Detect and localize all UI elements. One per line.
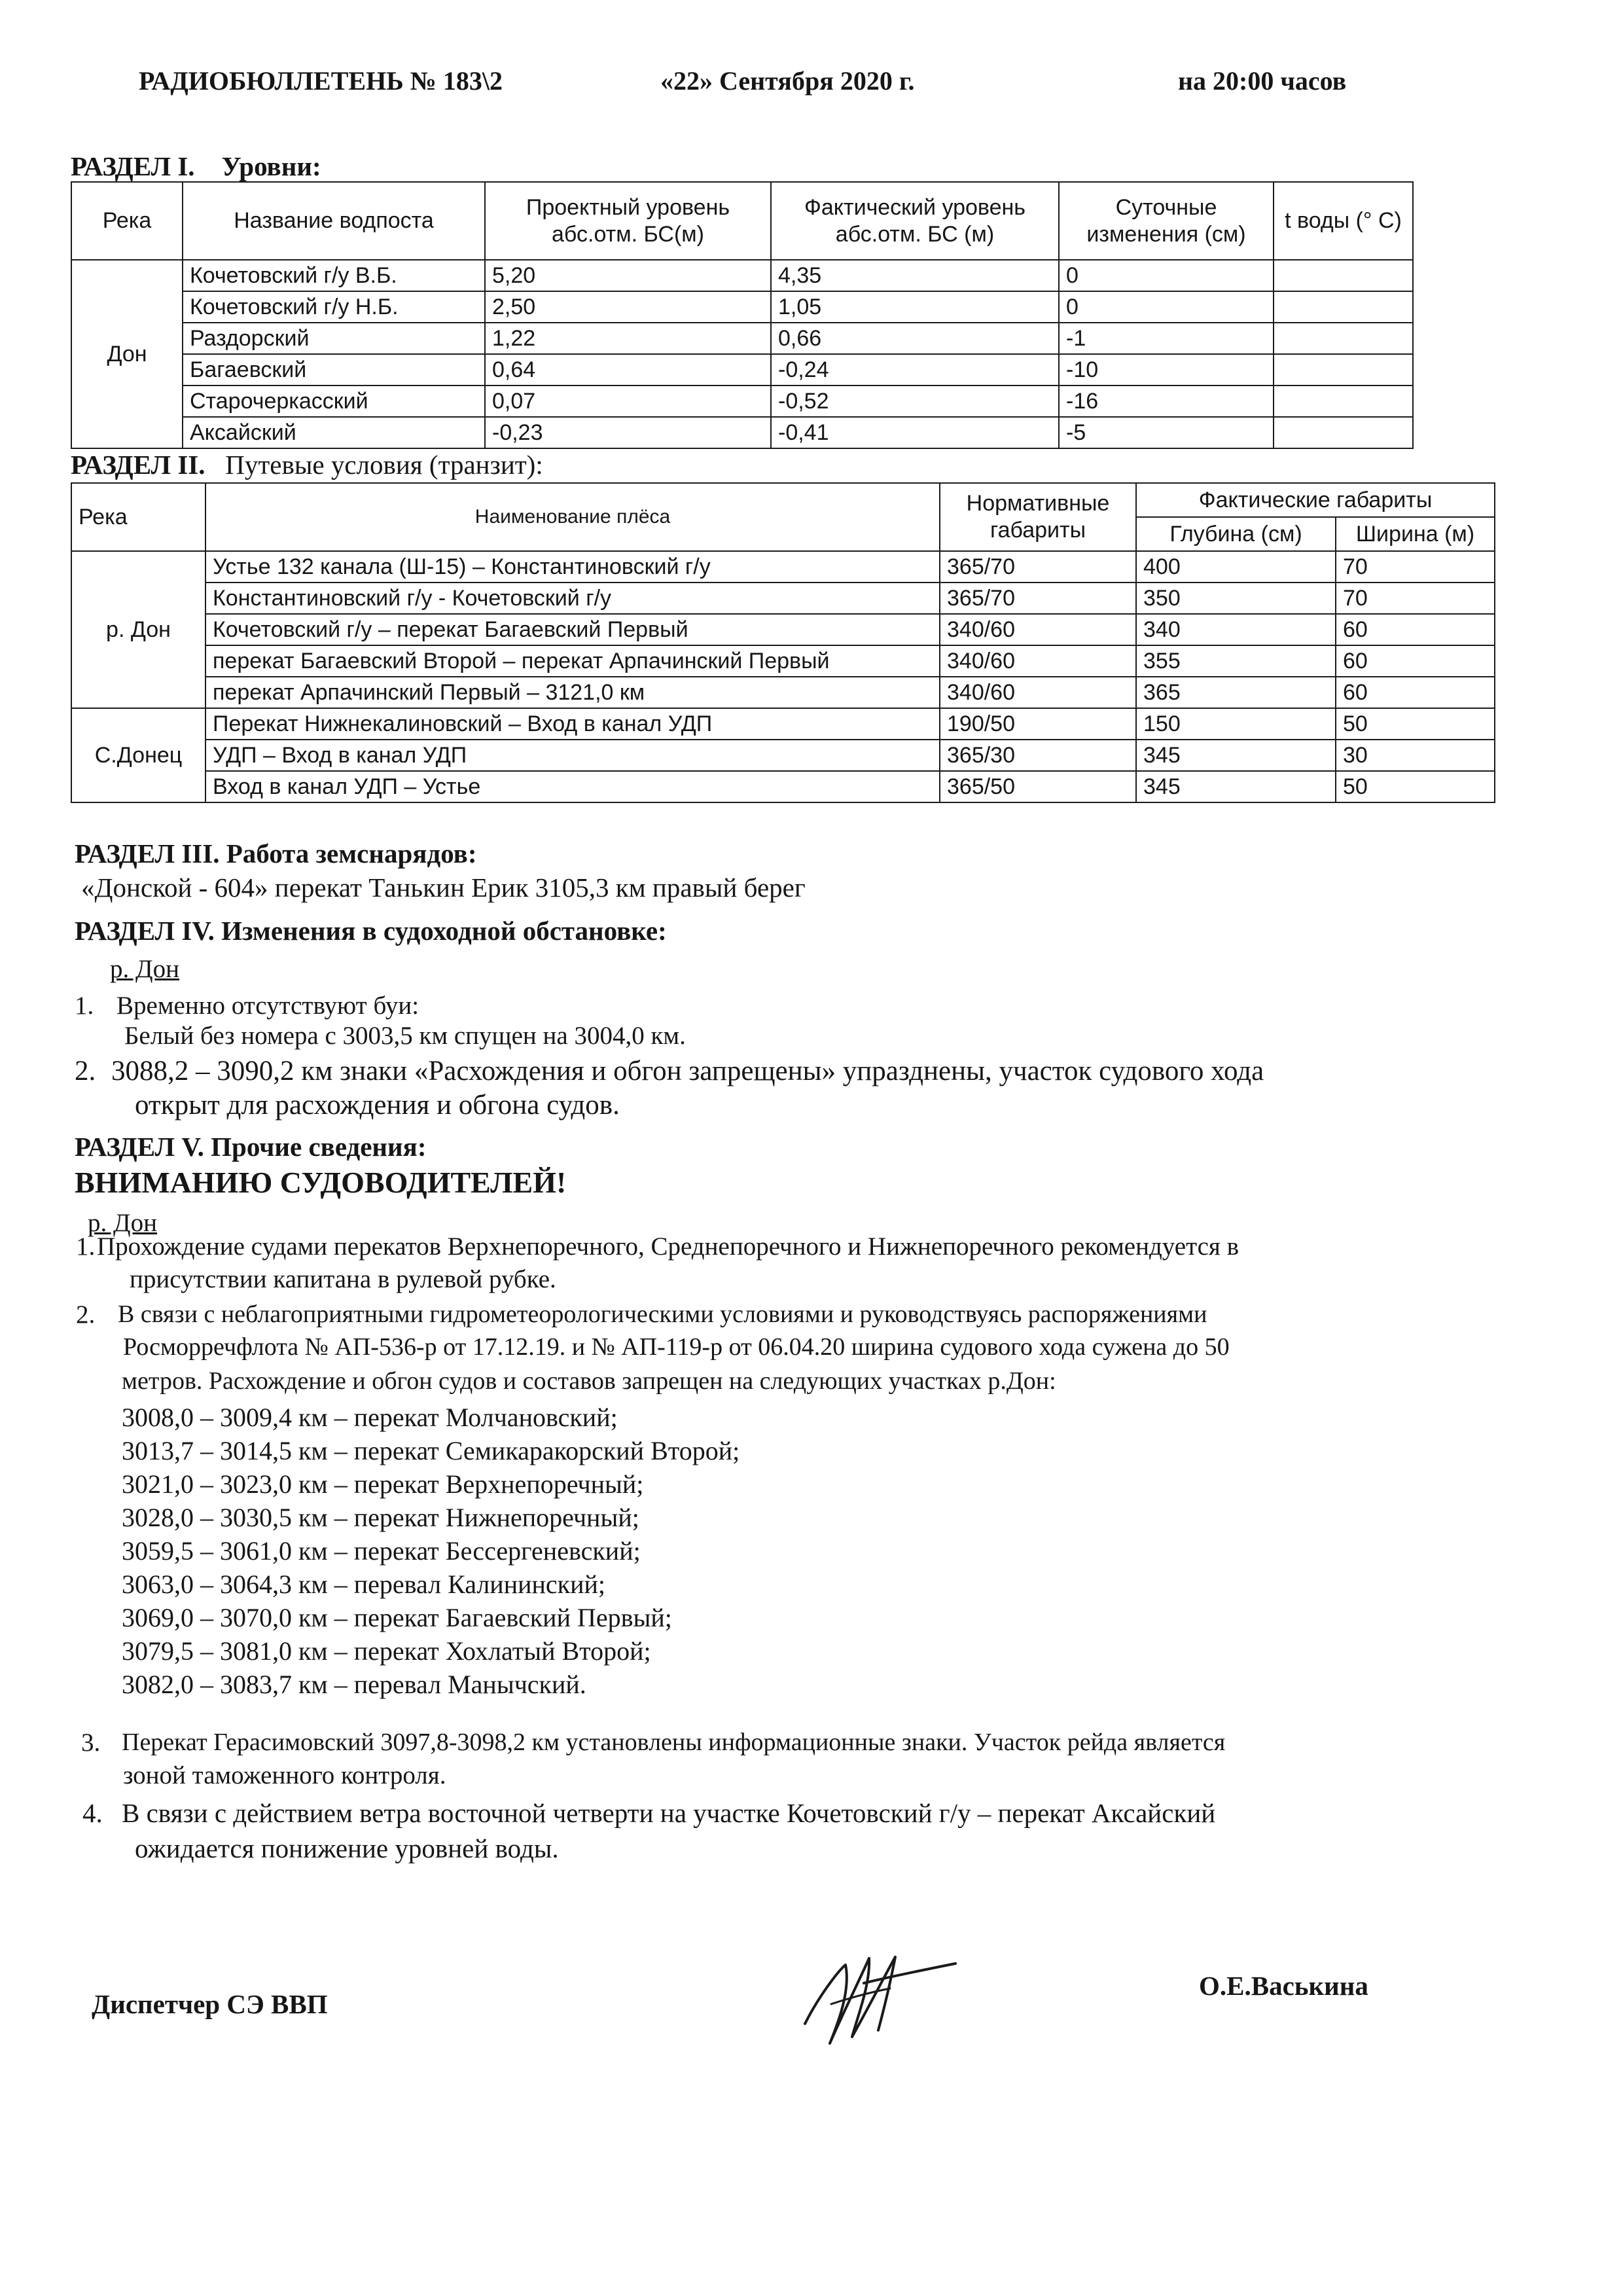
stretch-cell: Устье 132 канала (Ш-15) – Константиновский г/у — [205, 551, 940, 583]
table-row — [71, 708, 1495, 740]
col-stretch: Наименование плёса — [205, 483, 940, 551]
dispatcher-position: Диспетчер СЭ ВВП — [92, 1989, 328, 2019]
section1-title: РАЗДЕЛ I. — [71, 151, 195, 181]
norm-cell: 340/60 — [940, 645, 1136, 677]
design-cell: 2,50 — [485, 291, 771, 323]
col-water-temp: t воды (° С) — [1274, 182, 1413, 260]
section5-item4-number: 4. — [82, 1798, 103, 1828]
norm-cell: 340/60 — [940, 677, 1136, 708]
section4-item2-line1: 3088,2 – 3090,2 км знаки «Расхождения и обгон запрещены» упразднены, участок судового хода — [111, 1056, 1264, 1086]
list-item: 3059,5 – 3061,0 км – перекат Бессергеневский; — [122, 1536, 641, 1566]
bulletin-date: «22» Сентября 2020 г. — [660, 66, 915, 96]
levels-table — [71, 181, 1414, 449]
section5-item3-line2: зоной таможенного контроля. — [123, 1761, 446, 1789]
table-row — [71, 417, 1413, 448]
col-normative: Нормативные габариты — [940, 483, 1136, 551]
table-row — [71, 386, 1413, 417]
design-cell: 5,20 — [485, 260, 771, 291]
table-row — [71, 614, 1495, 645]
temp-cell — [1274, 291, 1413, 323]
col-river: Река — [71, 483, 205, 551]
table-row — [71, 645, 1495, 677]
section2-heading — [71, 449, 543, 480]
section4-item1-line2: Белый без номера с 3003,5 км спущен на 3004,0 км. — [124, 1022, 686, 1050]
change-cell: 0 — [1059, 260, 1274, 291]
list-item: 3082,0 – 3083,7 км – перевал Манычский. — [122, 1670, 586, 1699]
design-cell: 0,07 — [485, 386, 771, 417]
stretch-cell: Перекат Нижнекалиновский – Вход в канал УДП — [205, 708, 940, 740]
change-cell: -1 — [1059, 323, 1274, 354]
section2-title: РАЗДЕЛ II. — [71, 450, 205, 480]
col-daily-change: Суточные изменения (см) — [1059, 182, 1274, 260]
depth-cell: 350 — [1136, 583, 1336, 614]
section5-item2-line2: Росморречфлота № АП-536-р от 17.12.19. и № АП-119-р от 06.04.20 ширина судового хода сужена до 50 — [123, 1333, 1230, 1361]
col-design-level: Проектный уровень абс.отм. БС(м) — [485, 182, 771, 260]
dispatcher-name: О.Е.Васькина — [1199, 1971, 1368, 2001]
river-cell: р. Дон — [71, 551, 205, 708]
section5-item3-line1: Перекат Герасимовский 3097,8-3098,2 км установлены информационные знаки. Участок рейда является — [122, 1729, 1226, 1756]
section5-item2-number: 2. — [76, 1300, 96, 1329]
section5-item1-number: 1. — [76, 1232, 96, 1261]
table-row — [71, 323, 1413, 354]
section5-item4-line1: В связи с действием ветра восточной четверти на участке Кочетовский г/у – перекат Аксайский — [122, 1798, 1216, 1828]
post-cell: Раздорский — [183, 323, 485, 354]
temp-cell — [1274, 260, 1413, 291]
norm-cell: 365/30 — [940, 740, 1136, 771]
transit-table-header — [71, 483, 1495, 517]
norm-cell: 365/70 — [940, 583, 1136, 614]
col-depth: Глубина (см) — [1136, 517, 1336, 551]
table-row — [71, 551, 1495, 583]
transit-table — [71, 482, 1495, 803]
norm-cell: 365/50 — [940, 771, 1136, 802]
post-cell: Кочетовский г/у В.Б. — [183, 260, 485, 291]
stretch-cell: перекат Арпачинский Первый – 3121,0 км — [205, 677, 940, 708]
width-cell: 50 — [1336, 708, 1495, 740]
section4-river: р. Дон — [110, 955, 179, 983]
table-row — [71, 354, 1413, 386]
actual-cell: -0,52 — [771, 386, 1059, 417]
design-cell: -0,23 — [485, 417, 771, 448]
stretch-cell: Вход в канал УДП – Устье — [205, 771, 940, 802]
width-cell: 30 — [1336, 740, 1495, 771]
actual-cell: 1,05 — [771, 291, 1059, 323]
table-row — [71, 260, 1413, 291]
depth-cell: 340 — [1136, 614, 1336, 645]
depth-cell: 365 — [1136, 677, 1336, 708]
section5-title: РАЗДЕЛ V. Прочие сведения: — [75, 1132, 427, 1162]
handwritten-signature — [792, 1945, 962, 2050]
section5-item1-line2: присутствии капитана в рулевой рубке. — [130, 1265, 556, 1293]
list-item: 3021,0 – 3023,0 км – перекат Верхнепоречный; — [122, 1469, 644, 1499]
change-cell: -16 — [1059, 386, 1274, 417]
col-actual-level: Фактический уровень абс.отм. БС (м) — [771, 182, 1059, 260]
stretch-cell: Кочетовский г/у – перекат Багаевский Первый — [205, 614, 940, 645]
change-cell: 0 — [1059, 291, 1274, 323]
table-row — [71, 771, 1495, 802]
depth-cell: 355 — [1136, 645, 1336, 677]
table-row — [71, 291, 1413, 323]
section5-item2-line1: В связи с неблагоприятными гидрометеорологическими условиями и руководствуясь распоряжениями — [118, 1300, 1207, 1328]
col-actual-dimensions: Фактические габариты — [1136, 483, 1495, 517]
section4-item1-line1: Временно отсутствуют буи: — [116, 992, 419, 1020]
table-row — [71, 583, 1495, 614]
section5-item2-line3: метров. Расхождение и обгон судов и составов запрещен на следующих участках р.Дон: — [122, 1367, 1056, 1395]
section4-item1-number: 1. — [75, 992, 94, 1020]
list-item: 3028,0 – 3030,5 км – перекат Нижнепоречный; — [122, 1503, 639, 1532]
temp-cell — [1274, 386, 1413, 417]
col-river: Река — [71, 182, 183, 260]
list-item: 3008,0 – 3009,4 км – перекат Молчановский; — [122, 1403, 618, 1432]
actual-cell: -0,41 — [771, 417, 1059, 448]
width-cell: 70 — [1336, 551, 1495, 583]
attention-heading: ВНИМАНИЮ СУДОВОДИТЕЛЕЙ! — [75, 1166, 567, 1199]
dredger-line: «Донской - 604» перекат Танькин Ерик 3105,3 км правый берег — [81, 872, 806, 903]
norm-cell: 340/60 — [940, 614, 1136, 645]
post-cell: Старочеркасский — [183, 386, 485, 417]
norm-cell: 190/50 — [940, 708, 1136, 740]
section1-heading — [71, 151, 321, 182]
temp-cell — [1274, 354, 1413, 386]
norm-cell: 365/70 — [940, 551, 1136, 583]
section1-subtitle: Уровни: — [221, 151, 321, 181]
depth-cell: 400 — [1136, 551, 1336, 583]
section4-item2-line2: открыт для расхождения и обгона судов. — [135, 1090, 620, 1121]
col-post: Название водпоста — [183, 182, 485, 260]
section5-item3-number: 3. — [81, 1729, 101, 1757]
temp-cell — [1274, 323, 1413, 354]
width-cell: 60 — [1336, 614, 1495, 645]
temp-cell — [1274, 417, 1413, 448]
section4-item2-number: 2. — [75, 1056, 96, 1086]
width-cell: 60 — [1336, 677, 1495, 708]
post-cell: Кочетовский г/у Н.Б. — [183, 291, 485, 323]
list-item: 3013,7 – 3014,5 км – перекат Семикаракорский Второй; — [122, 1436, 740, 1465]
table-row — [71, 677, 1495, 708]
design-cell: 1,22 — [485, 323, 771, 354]
section5-river: р. Дон — [88, 1209, 157, 1237]
list-item: 3079,5 – 3081,0 км – перекат Хохлатый Второй; — [122, 1636, 651, 1666]
table-row — [71, 740, 1495, 771]
list-item: 3063,0 – 3064,3 км – перевал Калининский; — [122, 1570, 606, 1599]
stretch-cell: УДП – Вход в канал УДП — [205, 740, 940, 771]
post-cell: Багаевский — [183, 354, 485, 386]
section2-subtitle: Путевые условия (транзит): — [225, 450, 543, 480]
col-width: Ширина (м) — [1336, 517, 1495, 551]
actual-cell: -0,24 — [771, 354, 1059, 386]
section5-item1-line1: Прохождение судами перекатов Верхнепоречного, Среднепоречного и Нижнепоречного рекомендуется в — [97, 1232, 1240, 1261]
width-cell: 50 — [1336, 771, 1495, 802]
stretch-cell: Константиновский г/у - Кочетовский г/у — [205, 583, 940, 614]
change-cell: -5 — [1059, 417, 1274, 448]
width-cell: 60 — [1336, 645, 1495, 677]
depth-cell: 345 — [1136, 740, 1336, 771]
river-cell: Дон — [71, 260, 183, 448]
actual-cell: 0,66 — [771, 323, 1059, 354]
width-cell: 70 — [1336, 583, 1495, 614]
section4-title: РАЗДЕЛ IV. Изменения в судоходной обстановке: — [75, 916, 667, 946]
stretch-cell: перекат Багаевский Второй – перекат Арпачинский Первый — [205, 645, 940, 677]
actual-cell: 4,35 — [771, 260, 1059, 291]
bulletin-time: на 20:00 часов — [1178, 66, 1347, 96]
list-item: 3069,0 – 3070,0 км – перекат Багаевский Первый; — [122, 1603, 672, 1632]
section3-title: РАЗДЕЛ III. Работа земснарядов: — [75, 838, 477, 869]
change-cell: -10 — [1059, 354, 1274, 386]
restricted-sections-list — [122, 1401, 740, 1701]
river-cell: С.Донец — [71, 708, 205, 802]
section5-item4-line2: ожидается понижение уровней воды. — [135, 1833, 559, 1863]
bulletin-title: РАДИОБЮЛЛЕТЕНЬ № 183\2 — [139, 66, 503, 96]
design-cell: 0,64 — [485, 354, 771, 386]
post-cell: Аксайский — [183, 417, 485, 448]
levels-table-header — [71, 182, 1413, 260]
depth-cell: 345 — [1136, 771, 1336, 802]
depth-cell: 150 — [1136, 708, 1336, 740]
